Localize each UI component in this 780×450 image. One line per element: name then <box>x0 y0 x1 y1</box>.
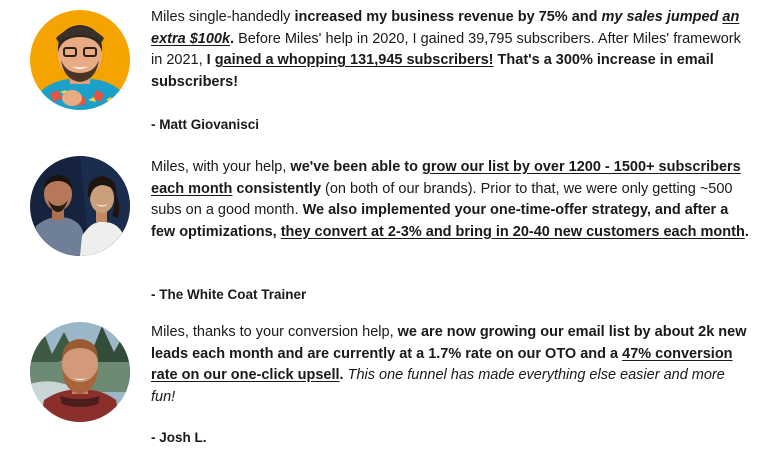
testimonial-author: - Josh L. <box>151 430 207 445</box>
person-photo-icon <box>30 322 130 422</box>
testimonial-author: - Matt Giovanisci <box>151 117 260 132</box>
testimonial-quote: Miles, thanks to your conversion help, we are now growing our email list by about 2k new leads each month and are currently at a 1.7% rate on our OTO and a 47% conversion rate on our one-click upsell. This one funnel has made everything else easier and more fun! <box>151 324 747 405</box>
avatar-josh <box>30 322 130 422</box>
person-photo-icon <box>30 156 130 256</box>
testimonial-author: - The White Coat Trainer <box>151 287 307 302</box>
avatar-white-coat-trainer <box>30 156 130 256</box>
person-photo-icon <box>30 10 130 110</box>
avatar-matt <box>30 10 130 110</box>
testimonial-quote: Miles single-handedly increased my business revenue by 75% and my sales jumped an extra $100k. Before Miles' help in 2020, I gained 39,795 subscribers. After Miles' framework in 2021, I gained a whopping 131,945 subscribers! That's a 300% increase in email subscribers! <box>151 9 741 90</box>
testimonial-quote: Miles, with your help, we've been able to grow our list by over 1200 - 1500+ subscribers each month consistently (on both of our brands). Prior to that, we were only getting ~500 subs on a good month. We also implemented your one-time-offer strategy, and after a few optimizations, they convert at 2-3% and bring in 20-40 new customers each month. <box>151 159 749 240</box>
